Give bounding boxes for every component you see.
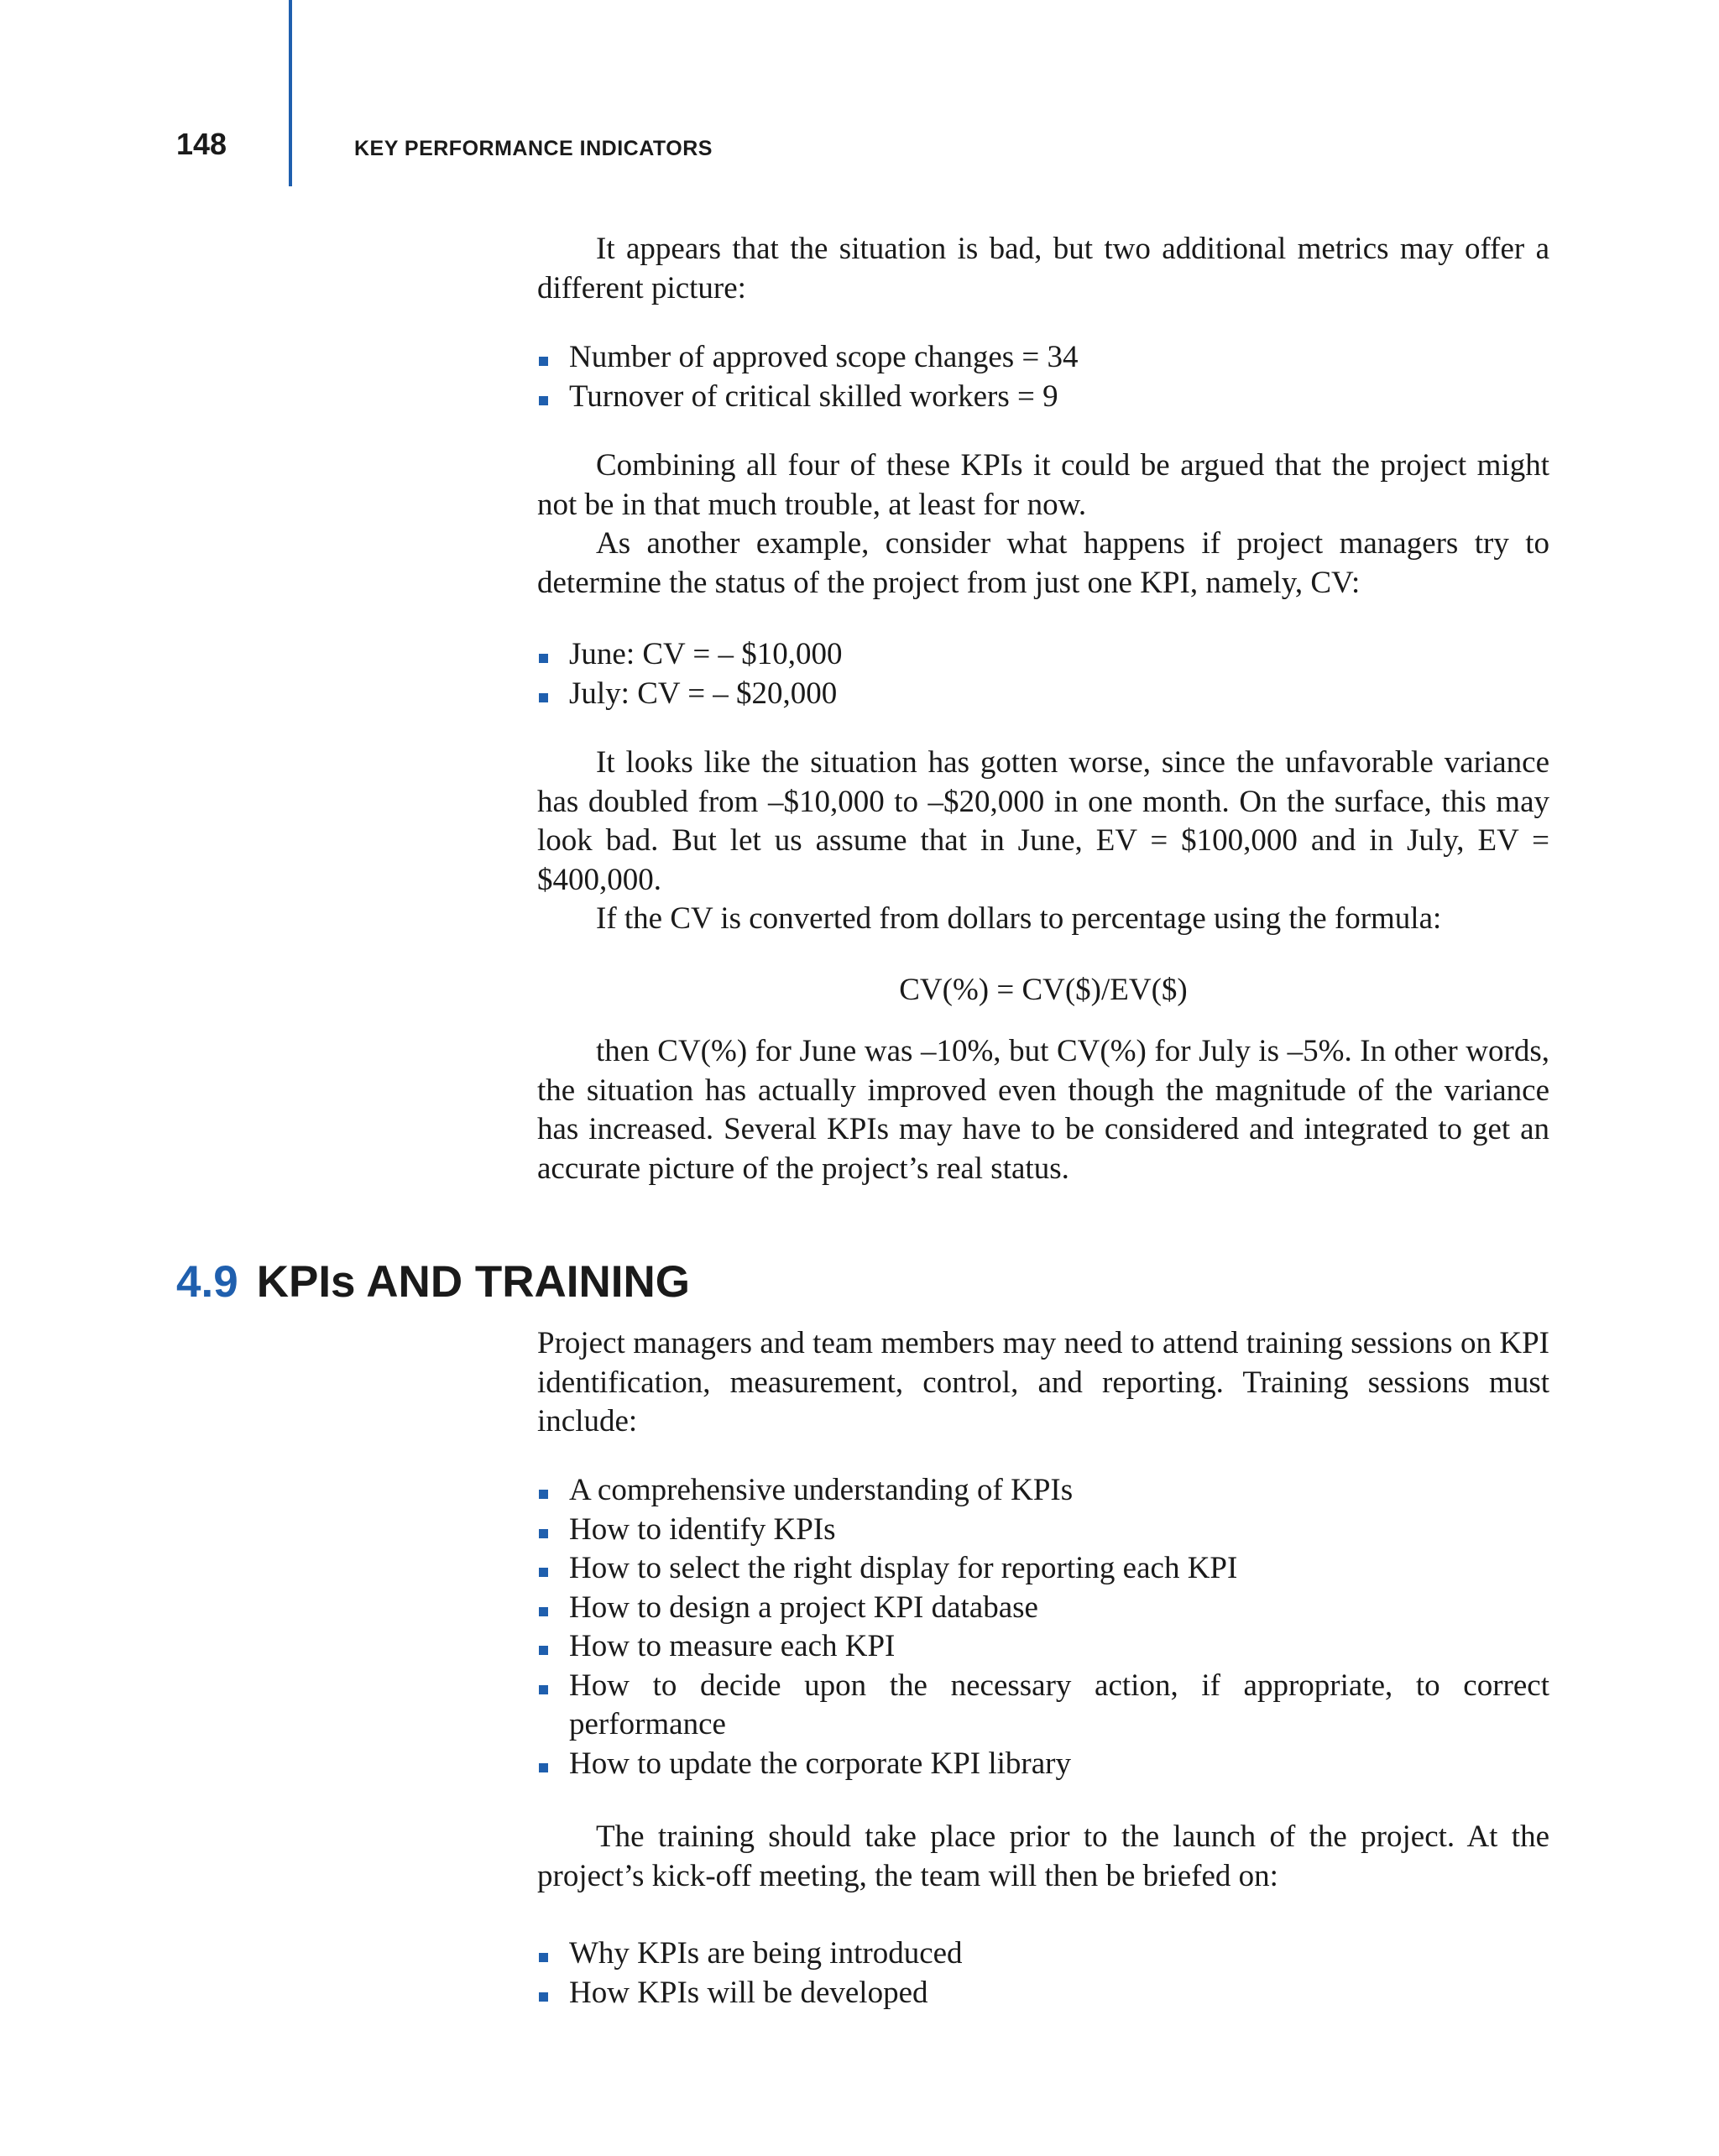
- list-item: How to identify KPIs: [537, 1511, 1549, 1550]
- header-rule: [289, 0, 292, 186]
- section-paragraph-1-block: [537, 1324, 1549, 1442]
- bullet-square-icon: [539, 1568, 548, 1577]
- intro-paragraph-6-block: [537, 1032, 1549, 1188]
- formula: CV(%) = CV($)/EV($): [899, 973, 1188, 1007]
- bullet-square-icon: [539, 1490, 548, 1499]
- bullet-square-icon: [539, 654, 548, 663]
- list-item: Why KPIs are being introduced: [537, 1934, 1549, 1974]
- intro-bullets-2: [537, 635, 1549, 713]
- intro-paragraph-1-block: [537, 230, 1549, 308]
- bullet-square-icon: [539, 1529, 548, 1538]
- list-item: July: CV = – $20,000: [537, 675, 1549, 714]
- intro-bullets-1: [537, 338, 1549, 416]
- bullet-list: [537, 635, 1549, 713]
- list-item: How to select the right display for reporting each KPI: [537, 1549, 1549, 1589]
- bullet-square-icon: [539, 1953, 548, 1962]
- intro-paragraph-3: As another example, consider what happens if project managers try to determine the status of the project from just one KPI, namely, CV:: [537, 526, 1549, 600]
- list-item: How to update the corporate KPI library: [537, 1745, 1549, 1784]
- section-paragraph-2: The training should take place prior to the launch of the project. At the project’s kick-off meeting, the team will then be briefed on:: [537, 1819, 1549, 1893]
- list-item: June: CV = – $10,000: [537, 635, 1549, 675]
- intro-paragraph-2-3-block: [537, 446, 1549, 603]
- list-item: Turnover of critical skilled workers = 9: [537, 378, 1549, 417]
- list-item: How to design a project KPI database: [537, 1589, 1549, 1628]
- section-bullets-1: [537, 1471, 1549, 1783]
- section-paragraph-2-block: [537, 1818, 1549, 1896]
- bullet-square-icon: [539, 1763, 548, 1772]
- list-item: How to measure each KPI: [537, 1627, 1549, 1667]
- intro-paragraph-6: then CV(%) for June was –10%, but CV(%) for July is –5%. In other words, the situation has actually improved even though the magnitude of the variance has increased. Several KPIs may have to be considered and integrated to get an accurate picture of the project’s real status.: [537, 1034, 1549, 1186]
- bullet-list: [537, 338, 1549, 416]
- intro-paragraph-1: It appears that the situation is bad, but two additional metrics may offer a different picture:: [537, 232, 1549, 305]
- page-number: 148: [176, 127, 227, 161]
- intro-paragraph-5: If the CV is converted from dollars to percentage using the formula:: [596, 901, 1442, 936]
- list-item: How KPIs will be developed: [537, 1974, 1549, 2013]
- section-title: KPIs AND TRAINING: [256, 1257, 690, 1307]
- bullet-square-icon: [539, 1685, 548, 1694]
- section-number: 4.9: [176, 1257, 238, 1307]
- intro-paragraph-2: Combining all four of these KPIs it could be argued that the project might not be in that much trouble, at least for now.: [537, 448, 1549, 522]
- bullet-square-icon: [539, 1646, 548, 1655]
- list-item: A comprehensive understanding of KPIs: [537, 1471, 1549, 1511]
- bullet-square-icon: [539, 1992, 548, 2002]
- section-bullets-2: [537, 1934, 1549, 2012]
- intro-paragraph-4-5-block: [537, 744, 1549, 939]
- bullet-square-icon: [539, 396, 548, 405]
- list-item: How to decide upon the necessary action, if appropriate, to correct performance: [537, 1667, 1549, 1745]
- bullet-list: [537, 1934, 1549, 2012]
- section-heading: [176, 1255, 690, 1309]
- intro-paragraph-4: It looks like the situation has gotten worse, since the unfavorable variance has doubled from –$10,000 to –$20,000 in one month. On the surface, this may look bad. But let us assume that in June, EV = $100,000 and in July, EV = $400,000.: [537, 745, 1549, 897]
- bullet-list: [537, 1471, 1549, 1783]
- list-item: Number of approved scope changes = 34: [537, 338, 1549, 378]
- bullet-square-icon: [539, 357, 548, 366]
- section-paragraph-1: Project managers and team members may need to attend training sessions on KPI identification, measurement, control, and reporting. Training sessions must include:: [537, 1326, 1549, 1438]
- bullet-square-icon: [539, 1607, 548, 1616]
- bullet-square-icon: [539, 693, 548, 702]
- running-head: KEY PERFORMANCE INDICATORS: [354, 137, 713, 160]
